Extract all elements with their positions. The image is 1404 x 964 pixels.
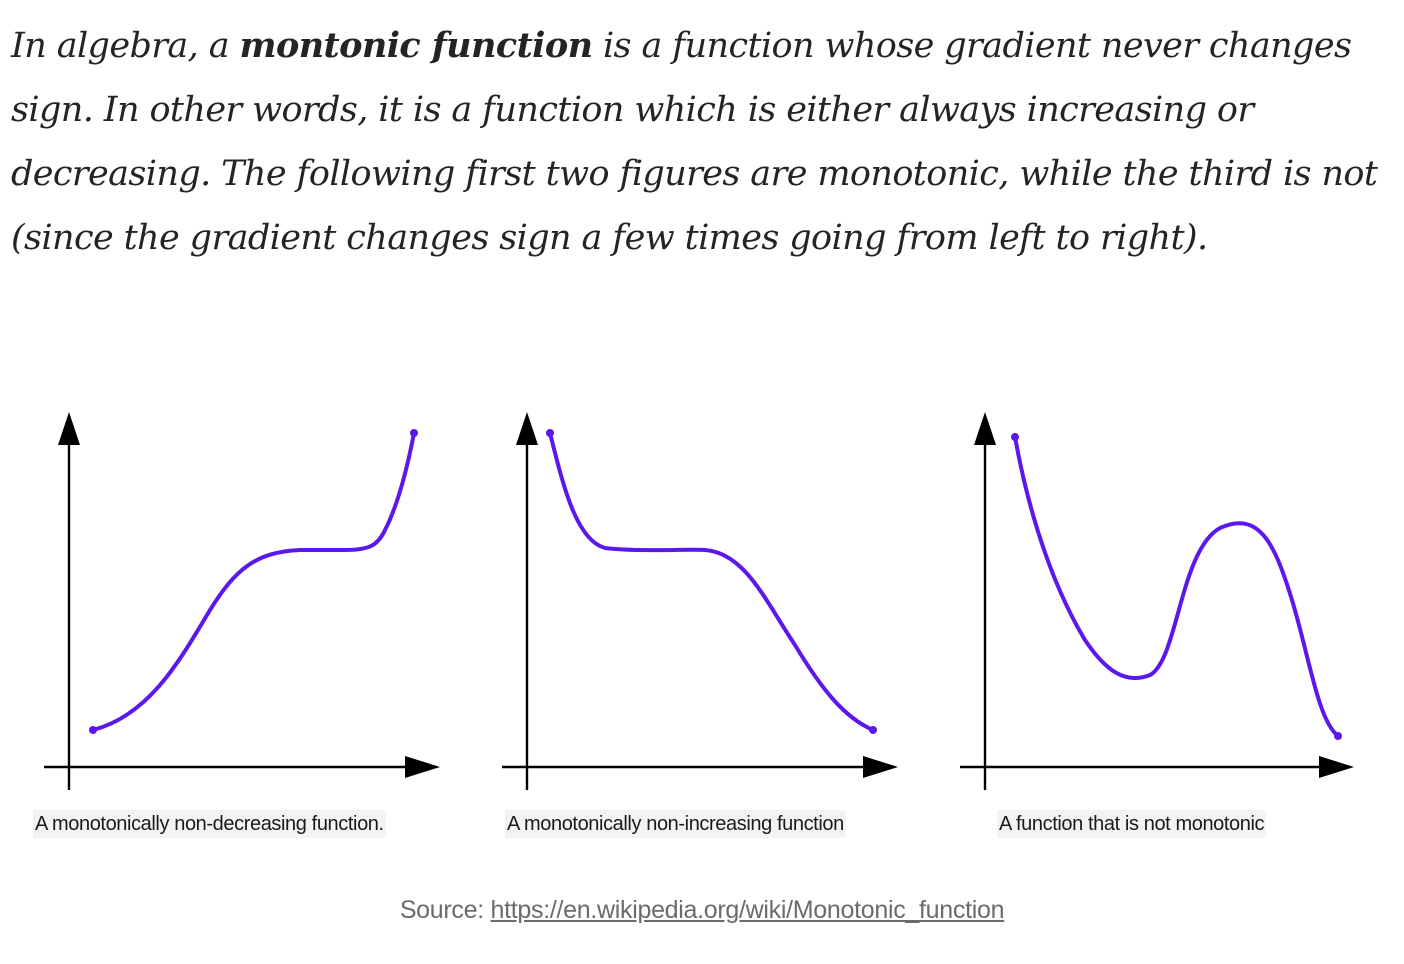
intro-paragraph	[11, 14, 1396, 270]
curve-start-point	[89, 726, 97, 734]
graph-not-monotonic	[960, 412, 1354, 790]
y-axis-arrow	[58, 412, 80, 445]
source-line	[0, 892, 1404, 928]
x-axis-arrow	[405, 756, 440, 778]
figure-caption-non-increasing: A monotonically non-increasing function	[505, 810, 846, 838]
monotonic-figure	[0, 400, 1404, 850]
paragraph-line-1	[11, 14, 1396, 78]
paragraph-text: is a function whose gradient never changes	[592, 26, 1352, 66]
x-axis-arrow	[863, 756, 898, 778]
graph-non-decreasing	[44, 412, 440, 790]
curve-end-point	[410, 429, 418, 437]
paragraph-line-3: decreasing. The following first two figures are monotonic, while the third is not	[11, 154, 1378, 194]
figure-caption-not-monotonic: A function that is not monotonic	[997, 810, 1266, 838]
paragraph-line-4: (since the gradient changes sign a few times going from left to right).	[11, 218, 1208, 258]
curve-line	[1015, 437, 1338, 736]
source-link[interactable]: https://en.wikipedia.org/wiki/Monotonic_function	[490, 896, 1005, 924]
figure-caption-non-decreasing: A monotonically non-decreasing function.	[33, 810, 386, 838]
curve-start-point	[1011, 433, 1019, 441]
x-axis-arrow	[1319, 756, 1354, 778]
graph-non-increasing	[502, 412, 898, 790]
source-label: Source:	[399, 896, 491, 924]
bold-term: montonic function	[239, 25, 593, 66]
curve-start-point	[546, 429, 554, 437]
curve-line	[550, 433, 873, 730]
curve-line	[93, 433, 414, 730]
curve-end-point	[869, 726, 877, 734]
figure-graphics	[0, 400, 1404, 850]
curve-end-point	[1334, 732, 1342, 740]
y-axis-arrow	[974, 412, 996, 445]
paragraph-text: In algebra, a	[11, 26, 240, 66]
y-axis-arrow	[516, 412, 538, 445]
paragraph-line-2: sign. In other words, it is a function which is either always increasing or	[11, 90, 1254, 130]
